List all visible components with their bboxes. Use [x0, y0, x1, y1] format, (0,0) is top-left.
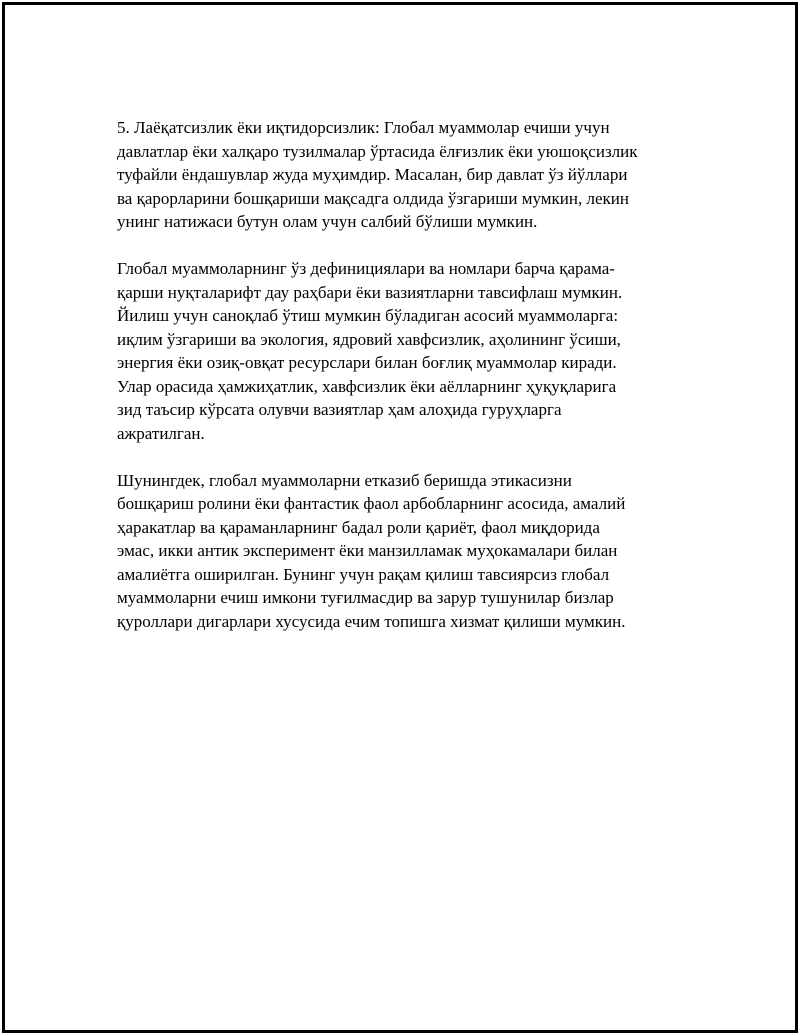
text-line: зид таъсир кўрсата олувчи вазиятлар ҳам алоҳида гуруҳларга [117, 400, 562, 419]
text-line: иқлим ўзгариши ва экология, ядровий хавфсизлик, аҳолининг ўсиши, [117, 329, 621, 349]
paragraph-3 [117, 469, 677, 634]
text-line: давлатлар ёки халқаро тузилмалар ўртасида ёлғизлик ёки уюшоқсизлик [117, 141, 638, 161]
paragraph-1 [117, 116, 677, 234]
text-line: ажратилган. [117, 423, 205, 443]
text-line: Шунингдек, глобал муаммоларни етказиб беришда этикасизни [117, 470, 572, 490]
text-line: энергия ёки озиқ-овқат ресурслари билан боғлиқ муаммолар киради. [117, 353, 617, 372]
text-line: Глобал муаммоларнинг ўз дефинициялари ва номлари барча қарама- [117, 259, 615, 278]
text-line: ва қарорларини бошқариши мақсадга олдида ўзгариши мумкин, лекин [117, 188, 629, 208]
text-line: ҳаракатлар ва қараманларнинг бадал роли қариёт, фаол миқдорида [117, 517, 600, 537]
text-line: унинг натижаси бутун олам учун салбий бўлиши мумкин. [117, 212, 538, 231]
text-line: Йилиш учун саноқлаб ўтиш мумкин бўладиган асосий муаммоларга: [117, 306, 619, 325]
text-line: 5. Лаёқатсизлик ёки иқтидорсизлик: Глобал муаммолар ечиши учун [117, 118, 610, 137]
text-line: қуроллари дигарлари хусусида ечим топишга хизмат қилиши мумкин. [117, 611, 626, 631]
paragraph-2 [117, 257, 677, 445]
text-line: туфайли ёндашувлар жуда муҳимдир. Масалан, бир давлат ўз йўллари [117, 165, 628, 184]
text-line: қарши нуқталарифт дау раҳбари ёки вазиятларни тавсифлаш мумкин. [117, 282, 623, 302]
document-body [117, 116, 677, 657]
text-line: эмас, икки антик эксперимент ёки манзилламак муҳокамалари билан [117, 541, 618, 560]
text-line: амалиётга оширилган. Бунинг учун рақам қилиш тавсиярсиз глобал [117, 564, 610, 584]
text-line: муаммоларни ечиш имкони туғилмасдир ва зарур тушунилар бизлар [117, 588, 614, 607]
text-line: бошқариш ролини ёки фантастик фаол арбобларнинг асосида, амалий [117, 494, 626, 513]
text-line: Улар орасида ҳамжиҳатлик, хавфсизлик ёки аёлларнинг ҳуқуқларига [117, 376, 617, 396]
